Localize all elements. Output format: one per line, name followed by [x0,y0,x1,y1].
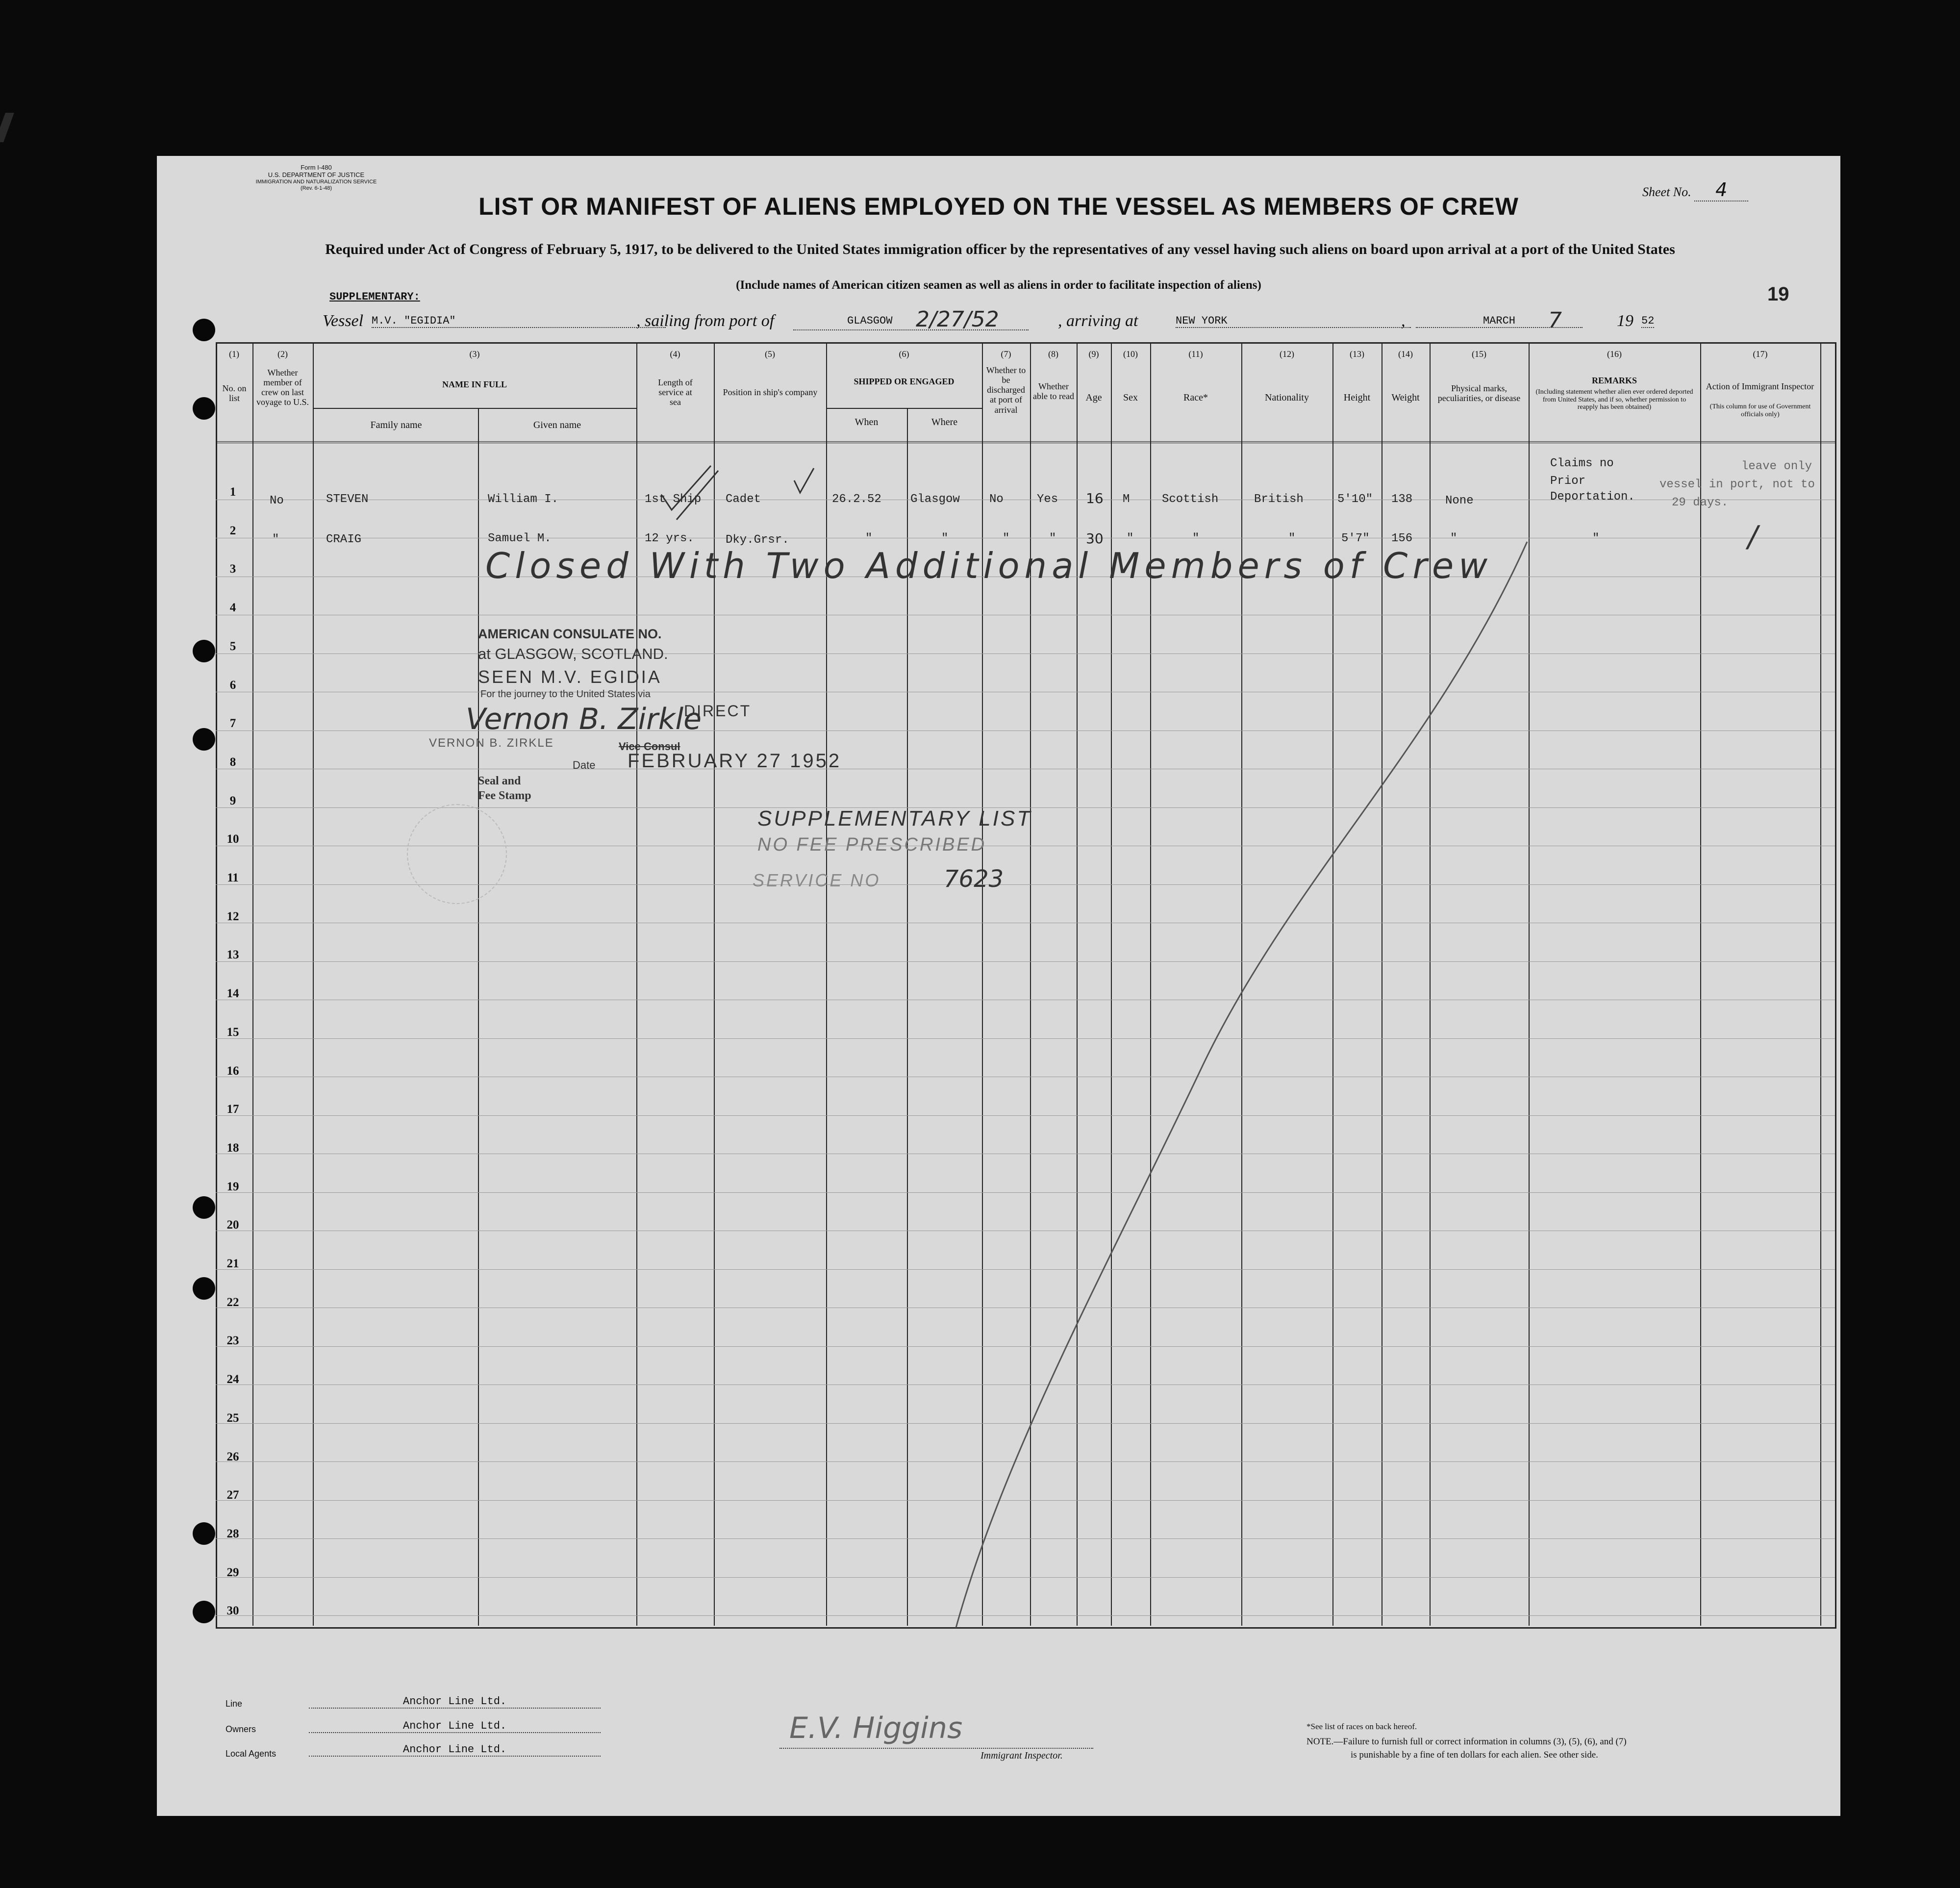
footer-owners-value: Anchor Line Ltd. [309,1720,601,1733]
row-number: 14 [226,987,239,1000]
name-subheader-rule [313,408,636,409]
supplementary-list-stamp: SUPPLEMENTARY LIST [757,806,1032,831]
row-number: 15 [226,1026,239,1039]
row-number: 27 [226,1488,239,1502]
row-1-weight: 138 [1391,493,1413,506]
page-subtitle: Required under Act of Congress of February 5, 1917, to be delivered to the United States immigration officer by the representatives of any vessel having such aliens on board upon arrival at a port of the United States [325,241,1675,257]
sheet-number: 4 [1694,179,1748,201]
departure-port: GLASGOW [847,315,893,327]
row-2-action: / [1748,520,1758,554]
row-2-crew: " [272,533,279,546]
row-number: 12 [226,910,239,923]
row-2-read: " [1049,532,1056,545]
consulate-direct: DIRECT [684,702,752,720]
form-revision: (Rev. 6-1-48) [301,185,332,191]
punch-hole [193,319,215,341]
row-1-position: Cadet [726,493,761,506]
col-num-10: (10) [1123,349,1138,359]
row-1-discharged: No [989,493,1004,506]
row-number: 6 [229,679,236,692]
consulate-stamp-line1: AMERICAN CONSULATE NO. [478,627,662,641]
col-header-position: Position in ship's company [723,387,818,397]
col-header-length-service: Length of service at sea [658,378,693,407]
punch-hole [193,1601,215,1623]
consulate-seen: SEEN M.V. EGIDIA [478,667,662,687]
punch-hole [193,1196,215,1219]
row-number: 13 [226,948,239,961]
row-number: 5 [229,640,236,653]
col-header-crew-last-voyage: Whether member of crew on last voyage to U.S. [256,368,309,407]
row-1-height: 5'10" [1337,493,1373,506]
row-1-where: Glasgow [910,493,960,506]
row-number: 18 [226,1141,239,1155]
arrival-month: MARCH [1416,315,1583,328]
consul-title: Vice Consul [619,740,680,753]
inspector-label: Immigrant Inspector. [980,1750,1063,1761]
column-rule [252,342,253,1626]
note-text: —Failure to furnish full or correct information in columns (3), (5), (6), and (7) [1333,1737,1627,1747]
col-header-action-note: (This column for use of Government officials only) [1709,403,1811,418]
row-number: 22 [226,1296,239,1309]
row-number: 11 [227,871,239,884]
form-number: Form I-480 [301,164,332,171]
faint-seal-stamp [407,804,507,904]
column-rule [636,342,637,1626]
col-num-2: (2) [277,349,288,359]
col-header-where: Where [931,417,958,428]
row-2-age: 30 [1086,530,1104,547]
row-2-race: " [1192,532,1200,545]
column-rule [907,408,908,1626]
col-header-family-name: Family name [370,420,422,430]
punch-hole [193,1522,215,1545]
col-header-remarks: REMARKS [1591,376,1637,385]
year-suffix: 52 [1641,315,1655,327]
col-num-16: (16) [1607,349,1622,359]
row-number: 16 [226,1064,239,1078]
page-number: 19 [1767,283,1789,305]
column-rule [826,342,827,1626]
row-1-age: 16 [1086,490,1104,506]
note-text-2: is punishable by a fine of ten dollars for each alien. See other side. [1351,1749,1598,1760]
row-number: 9 [229,794,236,807]
row-2-remarks: " [1592,532,1600,545]
row-2-weight: 156 [1391,532,1413,545]
column-rule [714,342,715,1626]
col-num-17: (17) [1753,349,1768,359]
col-num-5: (5) [765,349,775,359]
remarks-claims: Claims no [1550,457,1614,470]
col-header-shipped-engaged: SHIPPED OR ENGAGED [854,377,955,386]
col-num-15: (15) [1472,349,1486,359]
row-2-position: Dky.Grsr. [726,533,789,547]
row-2-where: " [941,532,949,545]
page-note: (Include names of American citizen seamen as well as aliens in order to facilitate inspection of aliens) [736,278,1261,292]
punch-hole [193,1277,215,1300]
row-2-given-name: Samuel M. [488,532,552,545]
col-header-no-on-list: No. on list [222,383,247,403]
row-number: 25 [226,1411,239,1425]
row-number: 3 [229,562,236,576]
row-number: 23 [226,1334,239,1347]
row-2-nationality: " [1288,532,1296,545]
consul-date: FEBRUARY 27 1952 [628,750,842,772]
form-department: U.S. DEPARTMENT OF JUSTICE [268,171,365,178]
sailing-label: , sailing from port of [636,312,775,330]
column-rule [1820,342,1821,1626]
col-num-14: (14) [1398,349,1413,359]
footer-agents-label: Local Agents [226,1749,276,1759]
remarks-deportation: Deportation. [1550,490,1635,503]
col-header-age: Age [1085,392,1102,403]
inspector-signature: E.V. Higgins [789,1711,963,1745]
row-2-marks: " [1450,532,1457,545]
col-num-8: (8) [1048,349,1058,359]
row-number: 7 [229,717,236,730]
supplementary-label: SUPPLEMENTARY: [329,291,420,303]
col-num-6: (6) [899,349,909,359]
row-number: 2 [229,524,236,537]
row-number: 8 [229,755,236,769]
col-num-11: (11) [1188,349,1203,359]
col-header-discharged: Whether to be discharged at port of arrival [986,365,1026,415]
vessel-name: M.V. "EGIDIA" [372,315,666,328]
footer-agents-value: Anchor Line Ltd. [309,1743,601,1757]
service-number: 7623 [944,865,1004,893]
column-rule [478,408,479,1626]
col-header-given-name: Given name [533,420,581,430]
row-2-family-name: CRAIG [326,533,362,546]
vessel-line: Vessel M.V. "EGIDIA" , sailing from port of GLASGOW 2/27/52 , arriving at NEW YORK , MARCH 7 19 52 [323,307,1655,333]
col-header-remarks-note: (Including statement whether alien ever ordered deported from United States, and if so, whether permission to reapply has been obtained) [1535,388,1693,411]
row-number: 1 [229,485,236,499]
consulate-journey: For the journey to the United States via [480,689,651,700]
remarks-prior: Prior [1550,475,1586,488]
arrival-day: 7 [1548,308,1562,333]
form-service: IMMIGRATION AND NATURALIZATION SERVICE [255,178,377,185]
vessel-label: Vessel [323,312,364,330]
inspector-signature-line [779,1748,1093,1749]
shipped-subheader-rule [826,408,982,409]
col-header-sex: Sex [1123,392,1138,403]
col-num-4: (4) [670,349,680,359]
scan-edge-mark [0,113,14,142]
col-header-race: Race* [1183,392,1208,403]
checkmark-icon [652,461,721,525]
sailing-date: 2/27/52 [916,307,999,332]
row-1-nationality: British [1254,493,1304,506]
year-prefix: 19 [1617,312,1633,330]
consul-signature: Vernon B. Zirkle [466,702,702,736]
row-2-discharged: " [1003,532,1010,545]
table-header-divider [216,441,1835,443]
row-number: 17 [226,1103,239,1116]
no-fee-stamp: NO FEE PRESCRIBED [757,834,987,855]
punch-hole [193,640,215,662]
row-2-when: " [865,532,873,545]
page-title: LIST OR MANIFEST OF ALIENS EMPLOYED ON THE VESSEL AS MEMBERS OF CREW [478,193,1519,220]
footer-line-value: Anchor Line Ltd. [309,1695,601,1709]
penalty-note [1307,1736,1627,1762]
consul-printed-name: VERNON B. ZIRKLE [429,736,554,750]
col-header-when: When [854,417,879,428]
seal-label-2: Fee Stamp [478,789,531,802]
diagonal-cancel-line [946,539,1544,1633]
footer-line-label: Line [226,1699,243,1709]
seal-label-1: Seal and [478,775,521,787]
col-num-7: (7) [1001,349,1011,359]
service-no-label: SERVICE NO [753,870,881,890]
row-1-service: 1st Ship [645,493,702,506]
col-header-name-in-full: NAME IN FULL [442,379,507,389]
races-note: *See list of races on back hereof. [1307,1722,1417,1731]
remarks-days: 29 days. [1672,496,1729,509]
arriving-label: , arriving at [1058,312,1138,330]
col-header-able-to-read: Whether able to read [1033,381,1074,402]
remarks-leave: leave only [1741,460,1812,473]
arrival-port: NEW YORK [1176,315,1411,328]
row-2-height: 5'7" [1341,532,1370,545]
row-1-family-name: STEVEN [326,493,369,506]
row-number: 20 [226,1218,239,1232]
remarks-vessel: vessel in port, not to [1659,478,1815,491]
col-header-height: Height [1343,392,1371,403]
row-1-when: 26.2.52 [832,493,881,506]
col-num-1: (1) [229,349,239,359]
row-1-given-name: William I. [488,493,559,506]
row-1-marks: None [1445,494,1474,507]
row-number: 26 [226,1450,239,1463]
row-1-crew: No [270,494,284,507]
col-num-12: (12) [1280,349,1294,359]
col-header-action-inspector: Action of Immigrant Inspector [1706,381,1814,391]
row-number: 10 [226,832,239,846]
row-number: 29 [226,1566,239,1579]
col-num-9: (9) [1088,349,1099,359]
row-number: 19 [226,1180,239,1193]
sailing-underline [793,329,1029,330]
checkmark-icon [789,466,819,500]
col-num-13: (13) [1350,349,1364,359]
row-1-race: Scottish [1162,493,1219,506]
punch-hole [193,728,215,751]
row-2-sex: " [1127,532,1134,545]
col-num-3: (3) [469,349,480,359]
note-label: NOTE. [1307,1737,1334,1747]
consulate-stamp-line2: at GLASGOW, SCOTLAND. [478,645,668,662]
row-1-read: Yes [1037,493,1058,506]
col-header-weight: Weight [1391,392,1420,403]
row-number: 21 [226,1257,239,1270]
col-header-physical-marks: Physical marks, peculiarities, or disease [1437,383,1521,403]
column-rule [1700,342,1701,1626]
row-number: 24 [226,1373,239,1386]
col-header-nationality: Nationality [1265,392,1309,403]
row-number: 4 [229,601,236,614]
footer-owners-label: Owners [226,1724,256,1734]
column-rule [313,342,314,1626]
punch-hole [193,397,215,420]
form-id-block [223,164,409,191]
sheet-label: Sheet No. [1642,185,1691,199]
consul-date-label: Date [573,759,596,771]
row-2-service: 12 yrs. [645,532,694,545]
row-number: 30 [226,1604,239,1617]
row-number: 28 [226,1527,239,1540]
row-1-sex: M [1123,493,1130,506]
closed-annotation: Closed With Two Additional Members of Crew [485,545,1493,586]
